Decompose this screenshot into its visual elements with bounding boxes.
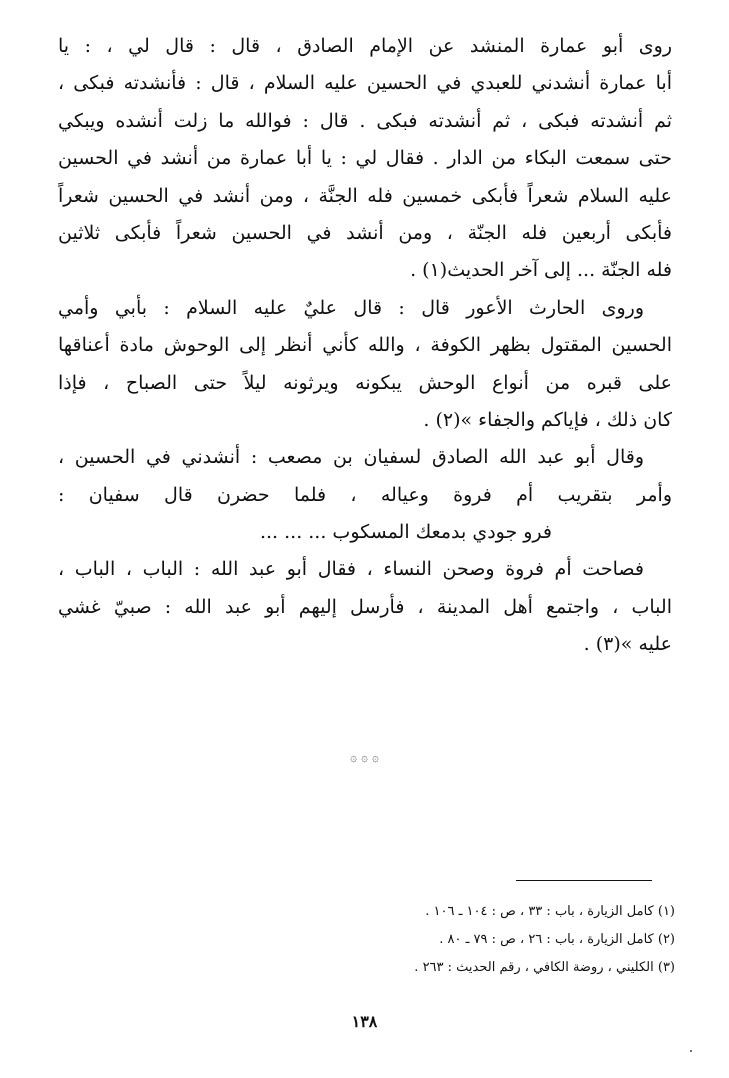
- footnotes: [330, 898, 675, 982]
- footnote: (١) كامل الزيارة ، باب : ٣٣ ، ص : ١٠٤ ـ ١٠٦ .: [425, 904, 675, 919]
- body-text: [58, 28, 672, 664]
- verse-line: فرو جودي بدمعك المسكوب ... ... ...: [259, 521, 552, 544]
- section-ornaments: ۞ ۞ ۞: [350, 750, 379, 764]
- body-line: ثم أنشدته فبكى ، ثم أنشدته فبكى . قال : فوالله ما زلت أنشده ويبكي: [58, 109, 672, 132]
- footnote-divider: [516, 880, 652, 881]
- body-line: وقال أبو عبد الله الصادق لسفيان بن مصعب : أنشدني في الحسين ،: [58, 446, 644, 469]
- body-line: عليه »(٣) .: [583, 633, 672, 656]
- body-line: روى أبو عمارة المنشد عن الإمام الصادق ، قال : قال لي ، : يا: [58, 35, 672, 57]
- body-line: أبا عمارة أنشدني للعبدي في الحسين عليه السلام ، قال : فأنشدته فبكى ،: [58, 72, 672, 95]
- body-line: حتى سمعت البكاء من الدار . فقال لي : يا أبا عمارة من أنشد في الحسين: [58, 147, 672, 170]
- body-line: كان ذلك ، فإياكم والجفاء »(٢) .: [423, 408, 672, 431]
- body-line: على قبره من أنواع الوحش يبكونه ويرثونه ليلاً حتى الصباح ، فإذا: [58, 371, 672, 394]
- footnote: (٣) الكليني ، روضة الكافي ، رقم الحديث : ٢٦٣ .: [414, 960, 675, 975]
- body-line: فله الجنّة ... إلى آخر الحديث(١) .: [410, 259, 672, 282]
- body-line: فصاحت أم فروة وصحن النساء ، فقال أبو عبد الله : الباب ، الباب ،: [58, 558, 644, 581]
- body-line: الحسين المقتول بظهر الكوفة ، والله كأني أنظر إلى الوحوش مادة أعناقها: [58, 334, 672, 357]
- footnote: (٢) كامل الزيارة ، باب : ٢٦ ، ص : ٧٩ ـ ٨٠ .: [439, 932, 675, 947]
- page-number: ١٣٨: [351, 1012, 378, 1031]
- scan-speck: [690, 1050, 692, 1052]
- body-line: فأبكى أربعين فله الجنّة ، ومن أنشد في الحسين شعراً فأبكى ثلاثين: [58, 221, 672, 244]
- body-line: وروى الحارث الأعور قال : قال عليٌ عليه السلام : بأبي وأمي: [58, 296, 644, 319]
- body-line: وأمر بتقريب أم فروة وعياله ، فلما حضرن قال سفيان :: [58, 483, 672, 506]
- body-line: عليه السلام شعراً فأبكى خمسين فله الجنَّة ، ومن أنشد في الحسين شعراً: [58, 184, 672, 207]
- body-line: الباب ، واجتمع أهل المدينة ، فأرسل إليهم أبو عبد الله : صبيّ غشي: [58, 595, 672, 618]
